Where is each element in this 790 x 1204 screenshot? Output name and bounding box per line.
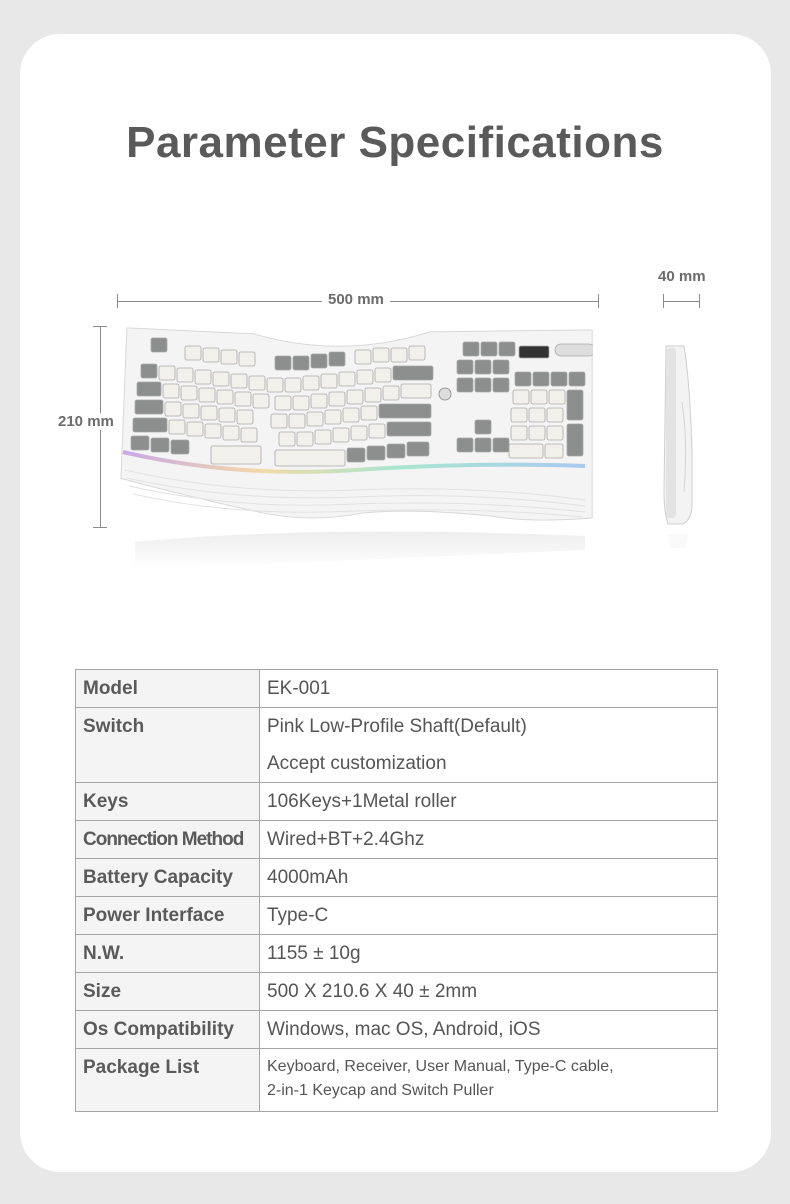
table-row [76,897,718,935]
table-row [76,783,718,821]
spec-value-package-line-1: Keyboard, Receiver, User Manual, Type-C cable, [267,1058,614,1075]
table-row [76,821,718,859]
table-row [76,1011,718,1049]
spec-value-nw: 1155 ± 10g [260,935,718,973]
spec-value-keys: 106Keys+1Metal roller [260,783,718,821]
spec-value-os: Windows, mac OS, Android, iOS [260,1011,718,1049]
spec-value-battery: 4000mAh [260,859,718,897]
keyboard-image [115,320,593,580]
spec-label-keys: Keys [76,783,260,821]
depth-dimension-label: 40 mm [652,268,712,285]
table-row [76,1049,718,1112]
spec-label-os: Os Compatibility [76,1011,260,1049]
spec-value-size: 500 X 210.6 X 40 ± 2mm [260,973,718,1011]
spec-value-package [260,1049,718,1112]
spec-label-switch: Switch [76,708,260,783]
spec-value-package-line-2: 2-in-1 Keycap and Switch Puller [267,1082,494,1099]
spec-value-switch-line-1: Pink Low-Profile Shaft(Default) [267,716,527,737]
spec-label-connection: Connection Method [76,821,260,859]
height-dimension-label: 210 mm [52,413,120,430]
spec-label-size: Size [76,973,260,1011]
table-row [76,708,718,783]
depth-dimension-line [663,301,700,302]
spec-label-package: Package List [76,1049,260,1112]
spec-label-battery: Battery Capacity [76,859,260,897]
table-row [76,973,718,1011]
spec-value-power: Type-C [260,897,718,935]
specifications-table [75,669,718,1112]
spec-value-model: EK-001 [260,670,718,708]
table-row [76,935,718,973]
spec-label-nw: N.W. [76,935,260,973]
page-title: Parameter Specifications [126,118,664,167]
width-tick-right [598,294,599,308]
height-tick-bottom [93,527,107,528]
spec-label-power: Power Interface [76,897,260,935]
spec-value-switch-line-2: Accept customization [267,753,447,774]
width-dimension-label: 500 mm [322,291,390,308]
table-row [76,670,718,708]
spec-label-model: Model [76,670,260,708]
keyboard-side-view-image [660,342,700,552]
spec-value-switch [260,708,718,783]
table-row [76,859,718,897]
depth-tick-right [699,294,700,308]
spec-value-connection: Wired+BT+2.4Ghz [260,821,718,859]
